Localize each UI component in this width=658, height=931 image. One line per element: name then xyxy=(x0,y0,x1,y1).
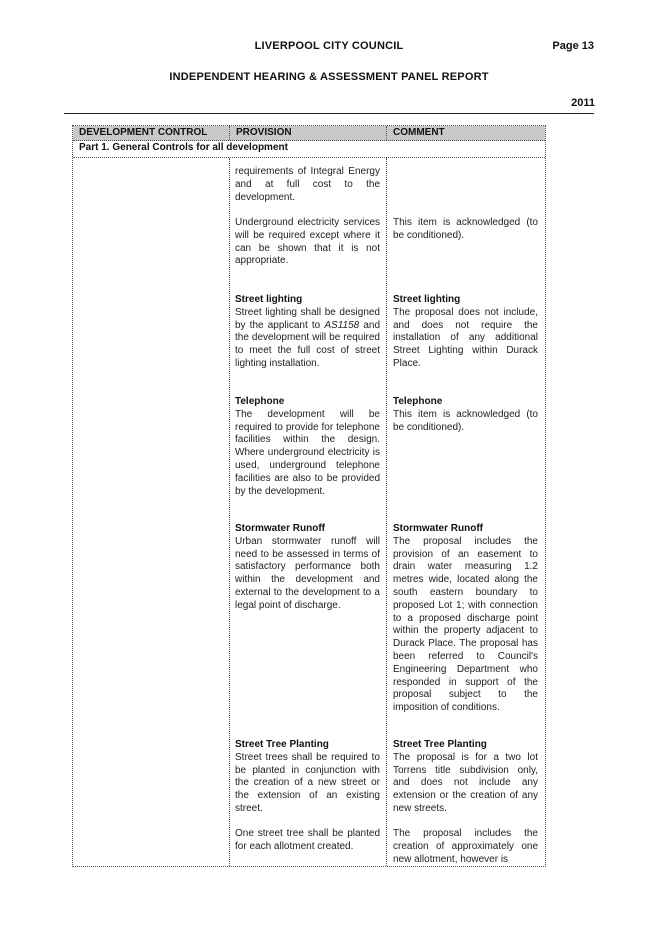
provision-street-trees-allotment: One street tree shall be planted for each allotment created. xyxy=(235,828,380,852)
table-header-row xyxy=(73,126,545,141)
column-divider xyxy=(229,126,230,140)
provision-continued: requirements of Integral Energy and at full cost to the development. xyxy=(235,166,380,203)
column-header-comment: COMMENT xyxy=(393,127,445,138)
comment-street-trees-title: Street Tree Planting xyxy=(393,739,487,750)
comment-stormwater-title: Stormwater Runoff xyxy=(393,523,483,534)
column-divider xyxy=(386,158,387,866)
comment-street-lighting-title: Street lighting xyxy=(393,294,461,305)
column-header-provision: PROVISION xyxy=(236,127,292,138)
provision-street-lighting xyxy=(235,294,380,371)
provision-street-trees xyxy=(235,739,380,816)
report-title: INDEPENDENT HEARING & ASSESSMENT PANEL REPORT xyxy=(169,71,489,83)
comment-stormwater-text: The proposal includes the provision of an easement to drain water measuring 1.2 metres wide, located along the south eastern boundary to proposed Lot 1; with connection to a proposed discharge point within the property adjacent to Durack Place. The proposal has been referred to Council's Engineering Department who responded in support of the proposal subject to the imposition of conditions. xyxy=(393,535,538,714)
comment-street-lighting xyxy=(393,294,538,371)
provision-telephone-text: The development will be required to provide for telephone facilities within the design. Where underground electricity is used, underground telephone facilities are also to be provided by the development. xyxy=(235,408,380,497)
comment-street-lighting-text: The proposal does not include, and does not require the installation of any additional Street Lighting within Durack Place. xyxy=(393,306,538,369)
comment-street-trees xyxy=(393,739,538,816)
page-number: Page 13 xyxy=(552,40,594,52)
provision-stormwater xyxy=(235,523,380,613)
comment-street-trees-allotment: The proposal includes the creation of approximately one new allotment, however is xyxy=(393,828,538,865)
provision-street-trees-text: Street trees shall be required to be planted in conjunction with the creation of a new street or the extension of an existing street. xyxy=(235,751,380,814)
provision-underground: Underground electricity services will be required except where it can be shown that it is not appropriate. xyxy=(235,217,380,267)
provision-street-lighting-title: Street lighting xyxy=(235,294,303,305)
controls-table xyxy=(72,125,546,867)
provision-telephone xyxy=(235,396,380,498)
provision-street-lighting-text: Street lighting shall be designed by the applicant to AS1158 and the development will be required to meet the full cost of street lighting installation. xyxy=(235,306,381,369)
comment-stormwater xyxy=(393,523,538,715)
comment-street-trees-text: The proposal is for a two lot Torrens title subdivision only, and does not include any extension or the creation of any new streets. xyxy=(393,751,538,814)
comment-telephone-title: Telephone xyxy=(393,396,443,407)
part-heading-row xyxy=(73,141,545,158)
provision-stormwater-title: Stormwater Runoff xyxy=(235,523,325,534)
part-heading: Part 1. General Controls for all development xyxy=(79,142,288,153)
council-name: LIVERPOOL CITY COUNCIL xyxy=(254,40,404,52)
column-header-development-control: DEVELOPMENT CONTROL xyxy=(79,127,208,138)
report-year: 2011 xyxy=(571,97,595,109)
column-divider xyxy=(386,126,387,140)
provision-telephone-title: Telephone xyxy=(235,396,285,407)
column-divider xyxy=(229,158,230,866)
header-rule xyxy=(64,113,594,114)
provision-stormwater-text: Urban stormwater runoff will need to be assessed in terms of satisfactory performance both within the development and external to the development to a legal point of discharge. xyxy=(235,535,380,611)
provision-street-trees-title: Street Tree Planting xyxy=(235,739,329,750)
comment-telephone-text: This item is acknowledged (to be conditioned). xyxy=(393,408,538,433)
comment-underground: This item is acknowledged (to be conditioned). xyxy=(393,217,538,241)
standard-reference: AS1158 xyxy=(324,319,360,331)
comment-telephone xyxy=(393,396,538,434)
